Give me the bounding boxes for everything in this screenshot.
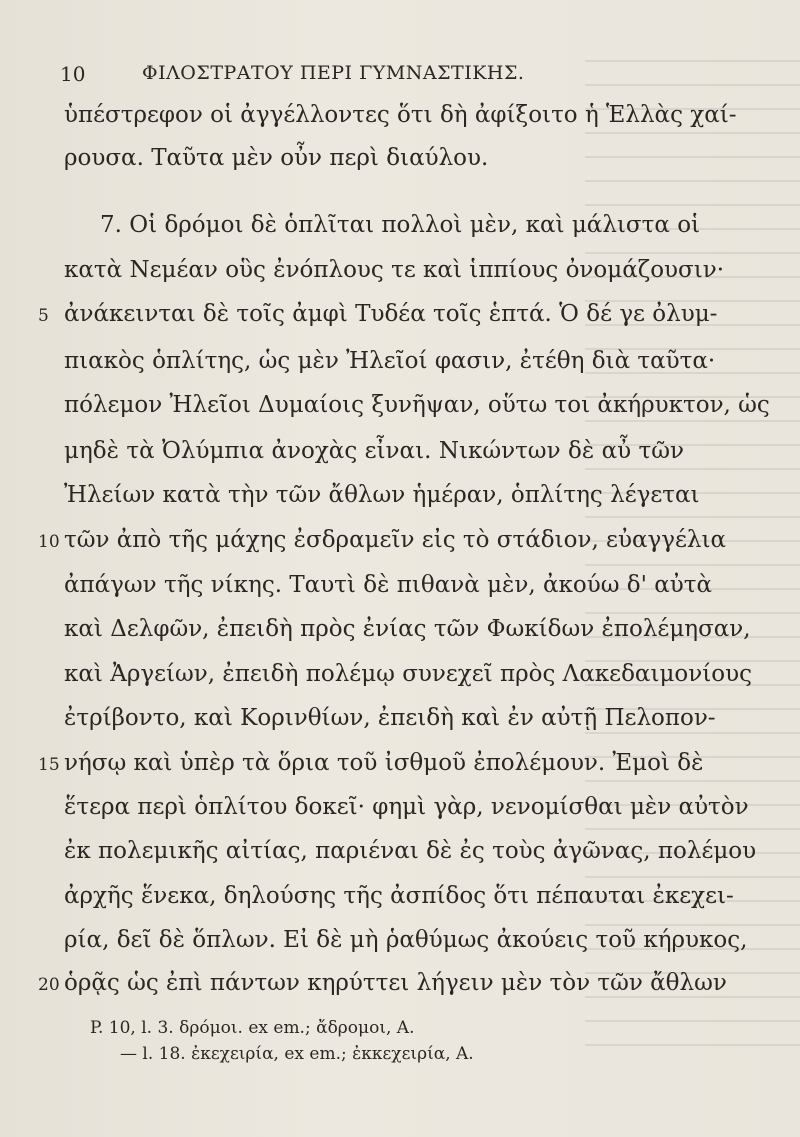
text-line: ἐτρίβοντο, καὶ Κορινθίων, ἐπειδὴ καὶ ἐν αὐτῇ Πελοπον- [64, 705, 716, 731]
text-line: νήσῳ καὶ ὑπὲρ τὰ ὅρια τοῦ ἰσθμοῦ ἐπολέμουν. Ἐμοὶ δὲ [64, 750, 704, 776]
text-line: ἀπάγων τῆς νίκης. Ταυτὶ δὲ πιθανὰ μὲν, ἀκούω δ' αὐτὰ [64, 572, 713, 598]
line-number: 20 [38, 975, 60, 995]
text-line: ὁρᾷς ὡς ἐπὶ πάντων κηρύττει λήγειν μὲν τὸν τῶν ἄθλων [64, 970, 727, 996]
footnote: P. 10, l. 3. δρόμοι. ex em.; ἄδρομοι, A. [90, 1018, 415, 1038]
text-line: καὶ Δελφῶν, ἐπειδὴ πρὸς ἐνίας τῶν Φωκίδων ἐπολέμησαν, [64, 616, 751, 642]
footnote: — l. 18. ἐκεχειρία, ex em.; ἐκκεχειρία, A. [120, 1044, 474, 1064]
running-head [60, 62, 600, 92]
text-line: Ἠλείων κατὰ τὴν τῶν ἄθλων ἡμέραν, ὁπλίτης λέγεται [64, 482, 700, 508]
page-number: 10 [60, 62, 86, 86]
text-line: ἀνάκεινται δὲ τοῖς ἀμφὶ Τυδέα τοῖς ἑπτά. Ὁ δέ γε ὀλυμ- [64, 301, 718, 327]
running-title: ΦΙΛΟΣΤΡΑΤΟΥ ΠΕΡΙ ΓΥΜΝΑΣΤΙΚΗΣ. [142, 62, 525, 84]
text-line: ρουσα. Ταῦτα μὲν οὖν περὶ διαύλου. [64, 145, 489, 171]
text-line: πόλεμον Ἠλεῖοι Δυμαίοις ξυνῆψαν, οὕτω τοι ἀκήρυκτον, ὡς [64, 392, 770, 418]
text-line: ἐκ πολεμικῆς αἰτίας, παριέναι δὲ ἐς τοὺς ἀγῶνας, πολέμου [64, 838, 757, 864]
text-line: μηδὲ τὰ Ὀλύμπια ἀνοχὰς εἶναι. Νικώντων δὲ αὖ τῶν [64, 438, 684, 464]
text-line: κατὰ Νεμέαν οὓς ἐνόπλους τε καὶ ἱππίους ὀνομάζουσιν· [64, 257, 725, 283]
text-line: ἕτερα περὶ ὁπλίτου δοκεῖ· φημὶ γὰρ, νενομίσθαι μὲν αὐτὸν [64, 794, 749, 820]
text-line: ρία, δεῖ δὲ ὅπλων. Εἰ δὲ μὴ ῥαθύμως ἀκούεις τοῦ κήρυκος, [64, 927, 748, 953]
text-line: 7. Οἱ δρόμοι δὲ ὁπλῖται πολλοὶ μὲν, καὶ μάλιστα οἱ [100, 212, 701, 238]
text-line: καὶ Ἀργείων, ἐπειδὴ πολέμῳ συνεχεῖ πρὸς Λακεδαιμονίους [64, 661, 752, 687]
line-number: 10 [38, 532, 60, 552]
text-line: ἀρχῆς ἕνεκα, δηλούσης τῆς ἀσπίδος ὅτι πέπαυται ἐκεχει- [64, 883, 734, 909]
text-line: τῶν ἀπὸ τῆς μάχης ἐσδραμεῖν εἰς τὸ στάδιον, εὐαγγέλια [64, 527, 727, 553]
text-line: ὑπέστρεφον οἱ ἀγγέλλοντες ὅτι δὴ ἀφίξοιτο ἡ Ἑλλὰς χαί- [64, 102, 737, 128]
line-number: 5 [38, 306, 49, 326]
text-line: πιακὸς ὁπλίτης, ὡς μὲν Ἠλεῖοί φασιν, ἐτέθη διὰ ταῦτα· [64, 348, 716, 374]
line-number: 15 [38, 755, 60, 775]
